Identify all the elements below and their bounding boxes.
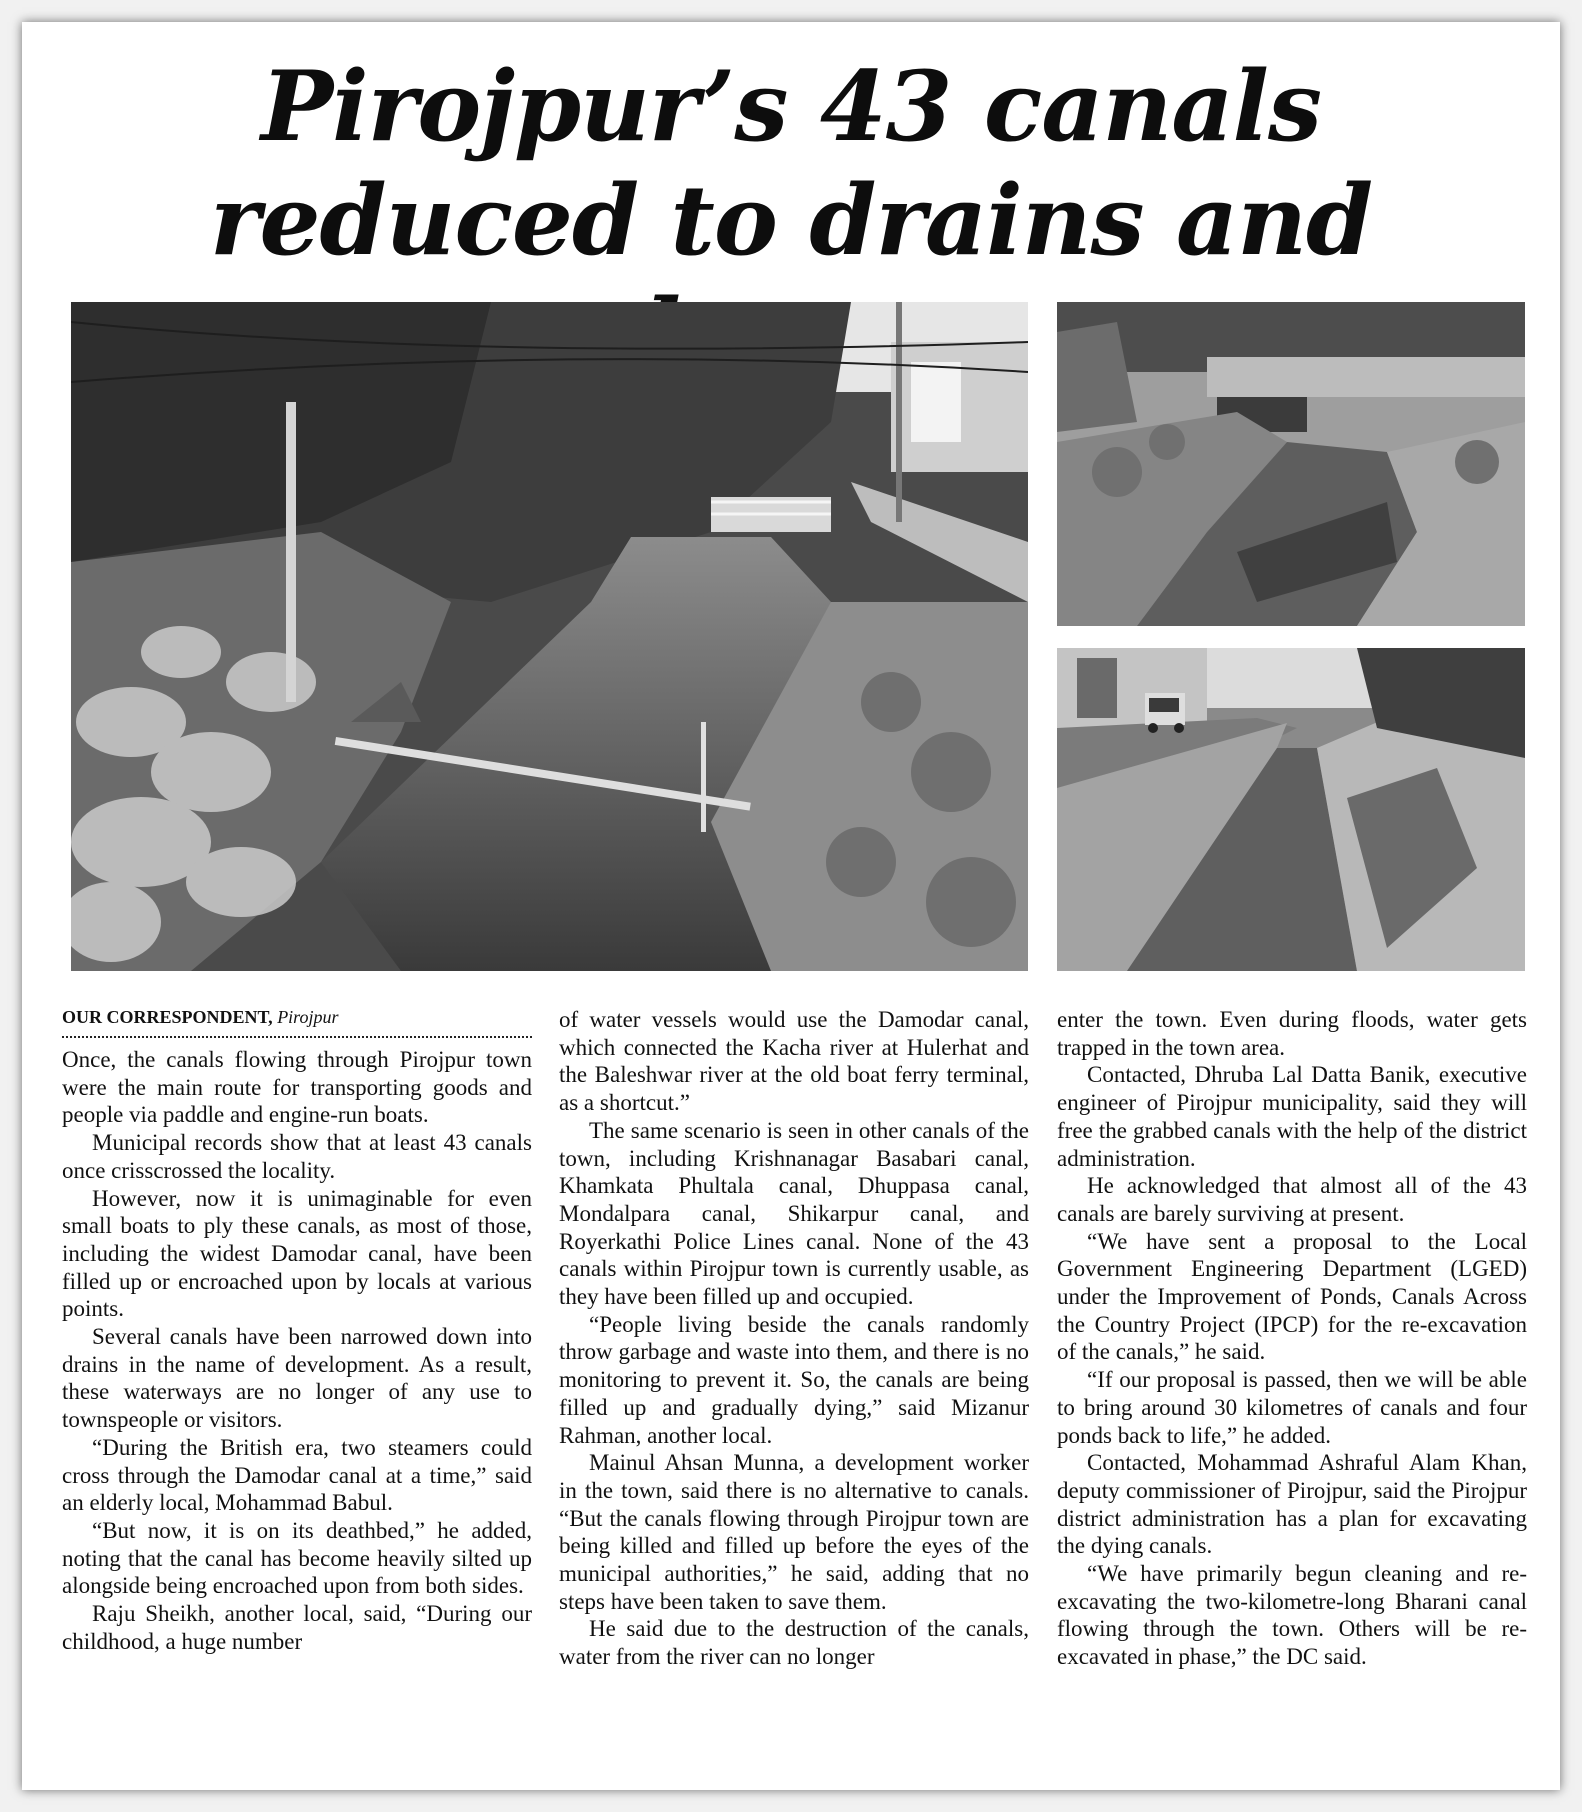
- paragraph: Municipal records show that at least 43 canals once crisscrossed the locality.: [62, 1130, 532, 1183]
- paragraph-continuation: of water vessels would use the Damodar canal, which connected the Kacha river at Hulerhat and the Baleshwar river at the old boat ferry terminal, as a shortcut.”: [559, 1007, 1029, 1116]
- paragraph: “We have primarily begun cleaning and re-excavating the two-kilometre-long Bharani canal flowing through the town. Others will be re-excavated in phase,” the DC said.: [1057, 1561, 1527, 1670]
- paragraph: “If our proposal is passed, then we will be able to bring around 30 kilometres of canals and four ponds back to life,” he added.: [1057, 1367, 1527, 1448]
- article-column-1: [62, 1006, 532, 1655]
- byline: [62, 1006, 532, 1038]
- newspaper-clipping: [22, 22, 1560, 1790]
- paragraph: Several canals have been narrowed down into drains in the name of development. As a result, these waterways are no longer of any use to townspeople or visitors.: [62, 1324, 532, 1433]
- paragraph: He said due to the destruction of the canals, water from the river can no longer: [559, 1616, 1029, 1670]
- paragraph-continuation: enter the town. Even during floods, water gets trapped in the town area.: [1057, 1007, 1527, 1060]
- photo-canal-bridge: [1057, 302, 1525, 626]
- paragraph: The same scenario is seen in other canals of the town, including Krishnanagar Basabari canal, Khamkata Phultala canal, Dhuppasa canal, Mondalpara canal, Shikarpur canal, and Royerkathi Police Lines canal. None of the 43 canals within Pirojpur town is currently usable, as they have been filled up and occupied.: [559, 1117, 1029, 1310]
- paragraph: “People living beside the canals randomly throw garbage and waste into them, and there is no monitoring to prevent it. So, the canals are being filled up and gradually dying,” said Mizanur Rahman, another local.: [559, 1311, 1029, 1448]
- paragraph: Mainul Ahsan Munna, a development worker in the town, said there is no alternative to canals. “But the canals flowing through Pirojpur town are being killed and filled up before the eyes of the municipal authorities,” he said, adding that no steps have been taken to save them.: [559, 1450, 1029, 1614]
- paragraph: However, now it is unimaginable for even small boats to ply these canals, as most of those, including the widest Damodar canal, have been filled up or encroached upon by locals at various points.: [62, 1185, 532, 1322]
- byline-location: Pirojpur: [277, 1007, 339, 1027]
- photo-canal-main: [71, 302, 1028, 971]
- photo-canal-road: [1057, 648, 1525, 971]
- article-column-3: [1057, 1006, 1527, 1671]
- paragraph: “But now, it is on its deathbed,” he added, noting that the canal has become heavily silted up alongside being encroached upon from both sides.: [62, 1517, 532, 1599]
- headline: Pirojpur’s 43 canals reduced to drains and: [209, 50, 1373, 277]
- paragraph: Contacted, Dhruba Lal Datta Banik, executive engineer of Pirojpur municipality, said they will free the grabbed canals with the help of the district administration.: [1057, 1062, 1527, 1171]
- paragraph: Raju Sheikh, another local, said, “During our childhood, a huge number: [62, 1601, 532, 1654]
- paragraph: “We have sent a proposal to the Local Government Engineering Department (LGED) under the Improvement of Ponds, Canals Across the Country Project (IPCP) for the re-excavation of the canals,” he said.: [1057, 1228, 1527, 1365]
- paragraph: He acknowledged that almost all of the 43 canals are barely surviving at present.: [1057, 1173, 1527, 1226]
- article-column-2: [559, 1006, 1029, 1671]
- paragraph: “During the British era, two steamers could cross through the Damodar canal at a time,” said an elderly local, Mohammad Babul.: [62, 1434, 532, 1516]
- byline-author: OUR CORRESPONDENT,: [62, 1007, 273, 1027]
- paragraph: Contacted, Mohammad Ashraful Alam Khan, deputy commissioner of Pirojpur, said the Pirojpur district administration has a plan for excavating the dying canals.: [1057, 1450, 1527, 1559]
- paragraph: Once, the canals flowing through Pirojpur town were the main route for transporting goods and people via paddle and engine-run boats.: [62, 1047, 532, 1128]
